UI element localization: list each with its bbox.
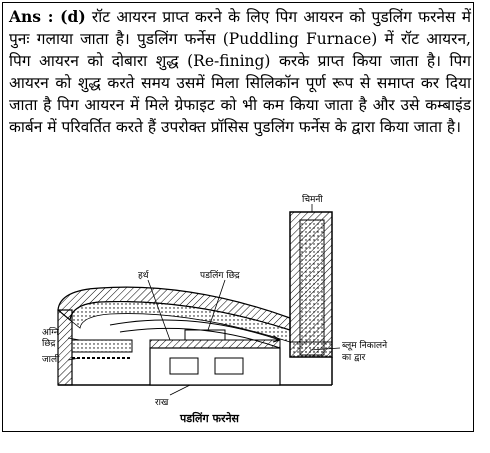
label-fire-hole-line1: अग्नि [42,328,59,338]
label-bloom-exit-line1: ब्लूम निकालने [342,341,388,351]
label-bloom-exit-line2: का द्वार [342,353,366,363]
fire-grate [72,340,132,358]
chimney [290,212,332,357]
label-puddling-hole: पडलिंग छिद्र [200,271,240,281]
puddling-furnace-diagram [40,190,440,430]
diagram-caption: पडलिंग फरनेस [180,412,239,425]
label-chimney: चिमनी [302,195,323,205]
label-hearth: हर्थ [138,271,149,281]
answer-body: रॉट आयरन प्राप्त करने के लिए पिग आयरन को पुडलिंग फरनेस में पुनः गलाया जाता है। पुडलिंग फर्नेस (Puddling Furnace) में रॉट आयरन, पिग आयरन को दोबारा शुद्ध (Re-fining) करके प्राप्त किया जाता है। पिग आयरन को शुद्ध करते समय उसमें मिला सिलिकॉन पूर्ण रूप से समाप्त कर दिया जाता है पिग आयरन में मिले ग्रेफाइट को भी कम किया जाता है और उसे कम्बाइंड कार्बन में परिवर्तित करते हैं उपरोक्त प्रॉसिस पुडलिंग फर्नेस के द्वारा किया जाता है। [9,8,471,136]
label-grate: जाली [42,355,60,365]
label-fire-hole-line2: छिद्र [42,339,56,349]
label-ash: राख [155,398,169,408]
answer-prefix: Ans : (d) [9,7,86,26]
answer-text-block [9,6,471,138]
